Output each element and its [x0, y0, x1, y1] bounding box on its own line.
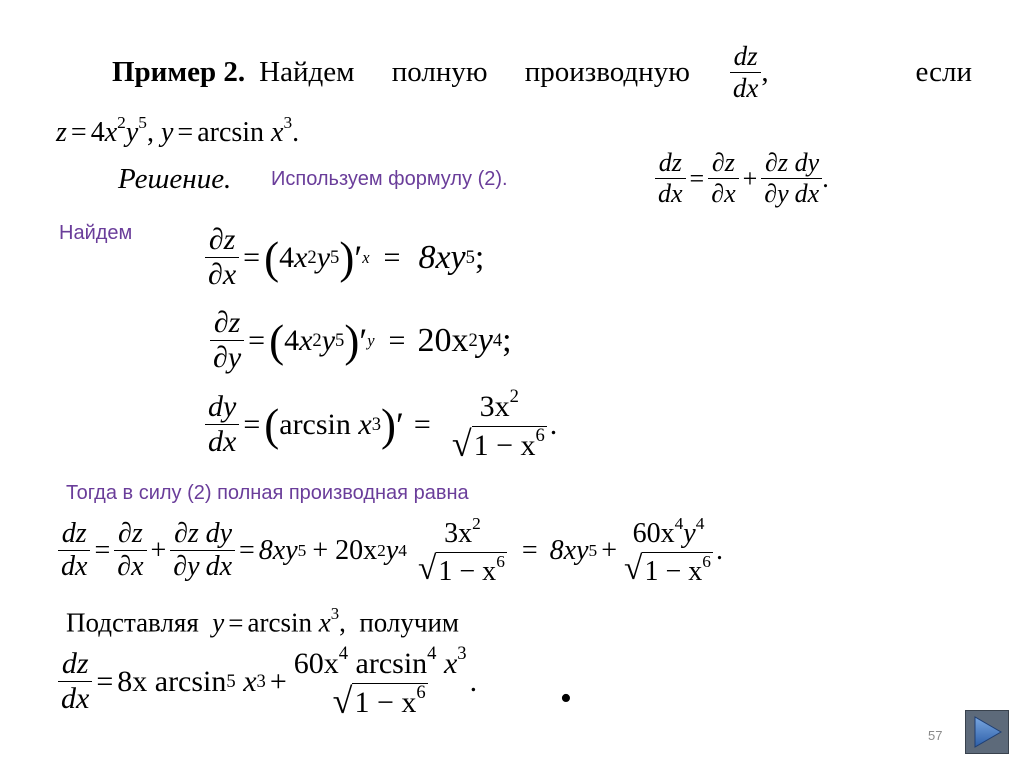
example-text: Найдем полную производную — [259, 56, 690, 88]
if-word: если — [915, 56, 972, 88]
next-slide-button[interactable] — [965, 710, 1009, 754]
partial-z-y-equation: $\frac{\partial z}{\partial y}$ = ( 4 x 2 y 5 ) ′ y = 20x 2 y 4 ; — [210, 308, 512, 373]
example-title-line: Пример 2. Найдем полную производную $\frac{dz}{dx}$ , если — [112, 41, 972, 103]
final-result-equation: $\frac{dz}{dx}$ = 8x arcsin 5 x 3 + $60x^4$ $\arcsin^4 x^3$ √ $1 - x^6$ . — [58, 645, 477, 719]
total-derivative-equation: $\frac{dz}{dx}$ = $\frac{\partial z}{\partial x}$ + $\frac{\partial z}{\partial y}$ $\frac{dy}{dx}$ = 8xy 5 + 20x 2 y 4 $3x^2$ √ $1 - x^6$ = 8xy 5 + $60x^4y^4$ √ $1 - x^6$ . — [58, 515, 723, 586]
dy-dx-equation: $\frac{dy}{dx}$ = ( arcsin x 3 ) ′ = $3x^2$ √ $1 - x^6$ . — [205, 388, 557, 462]
substitute-line: Подставляя $y = \arcsin x^3$, получим — [66, 604, 459, 638]
example-label: Пример 2. — [112, 56, 246, 88]
solution-label: Решение. — [118, 163, 232, 195]
use-formula-text: Используем формулу (2). — [271, 168, 508, 190]
dz-dx-fraction: $\frac{dz}{dx}$ — [730, 43, 761, 102]
find-text: Найдем — [59, 222, 133, 244]
then-text: Тогда в силу (2) полная производная равна — [66, 482, 469, 504]
partial-z-x-equation: $\frac{\partial z}{\partial x}$ = ( 4 x 2 y 5 ) ′ x = 8xy 5 ; — [205, 225, 484, 290]
page-number: 57 — [928, 728, 943, 743]
formula-2: $\frac{dz}{dx}$ = $\frac{\partial z}{\partial x}$ + $\frac{\partial z}{\partial y}$ $\frac{dy}{dx}$ . — [655, 150, 829, 207]
play-triangle-icon — [966, 711, 1008, 753]
end-bullet: • — [560, 680, 572, 717]
function-definition: $z = 4x^2y^5$, $y = \arcsin x^3$. — [56, 113, 300, 149]
